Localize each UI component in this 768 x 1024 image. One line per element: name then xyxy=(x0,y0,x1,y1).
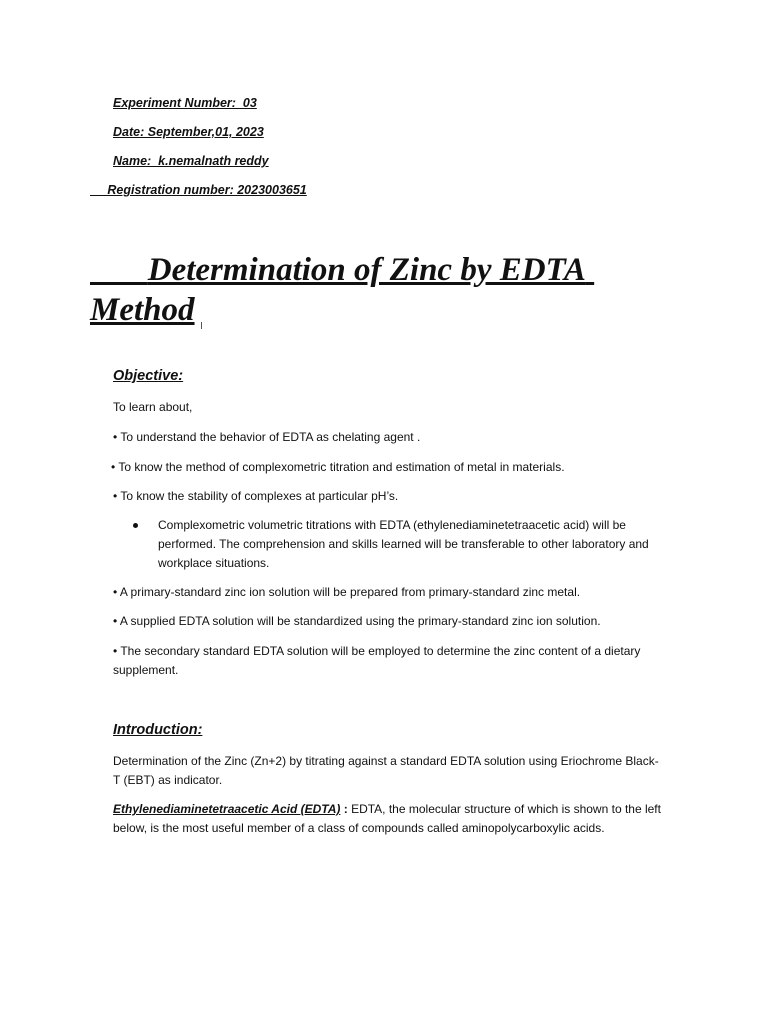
registration-number: Registration number: 2023003651 xyxy=(90,183,307,197)
objective-point: • To know the method of complexometric titration and estimation of metal in materials. xyxy=(111,460,565,474)
introduction-heading: Introduction: xyxy=(113,722,203,738)
objective-heading: Objective: xyxy=(113,368,184,384)
objective-bullet-list xyxy=(129,516,669,573)
edta-term-separator: : xyxy=(340,802,352,816)
edta-term: Ethylenediaminetetraacetic Acid (EDTA) xyxy=(113,802,341,816)
bullet-dot-icon xyxy=(133,523,138,528)
edta-definition xyxy=(113,800,663,838)
objective-point: Complexometric volumetric titrations with EDTA (ethylenediaminetetraacetic acid) will be performed. The comprehension and skills learned will be transferable to other laboratory and workplace situations. xyxy=(158,518,649,570)
introduction-paragraph: Determination of the Zinc (Zn+2) by titrating against a standard EDTA solution using Eriochrome Black-T (EBT) as indicator. xyxy=(113,754,659,787)
objective-intro: To learn about, xyxy=(113,400,193,414)
objective-point: • A supplied EDTA solution will be standardized using the primary-standard zinc ion solution. xyxy=(113,614,601,628)
objective-point: • The secondary standard EDTA solution will be employed to determine the zinc content of a dietary supplement. xyxy=(113,644,641,677)
objective-point: • To understand the behavior of EDTA as chelating agent . xyxy=(113,430,421,444)
student-name: Name: k.nemalnath reddy xyxy=(113,154,269,168)
objective-point: • To know the stability of complexes at particular pH’s. xyxy=(113,489,399,503)
experiment-number: Experiment Number: 03 xyxy=(113,96,257,110)
title-cursor-mark xyxy=(201,322,202,329)
objective-point: • A primary-standard zinc ion solution will be prepared from primary-standard zinc metal. xyxy=(113,585,581,599)
document-title: Determination of Zinc by EDTA Method xyxy=(90,252,595,328)
experiment-date: Date: September,01, 2023 xyxy=(113,125,264,139)
edta-definition-text: EDTA, the molecular structure of which is shown to the left below, is the most useful member of a class of compounds called aminopolycarboxylic acids. xyxy=(113,802,661,835)
